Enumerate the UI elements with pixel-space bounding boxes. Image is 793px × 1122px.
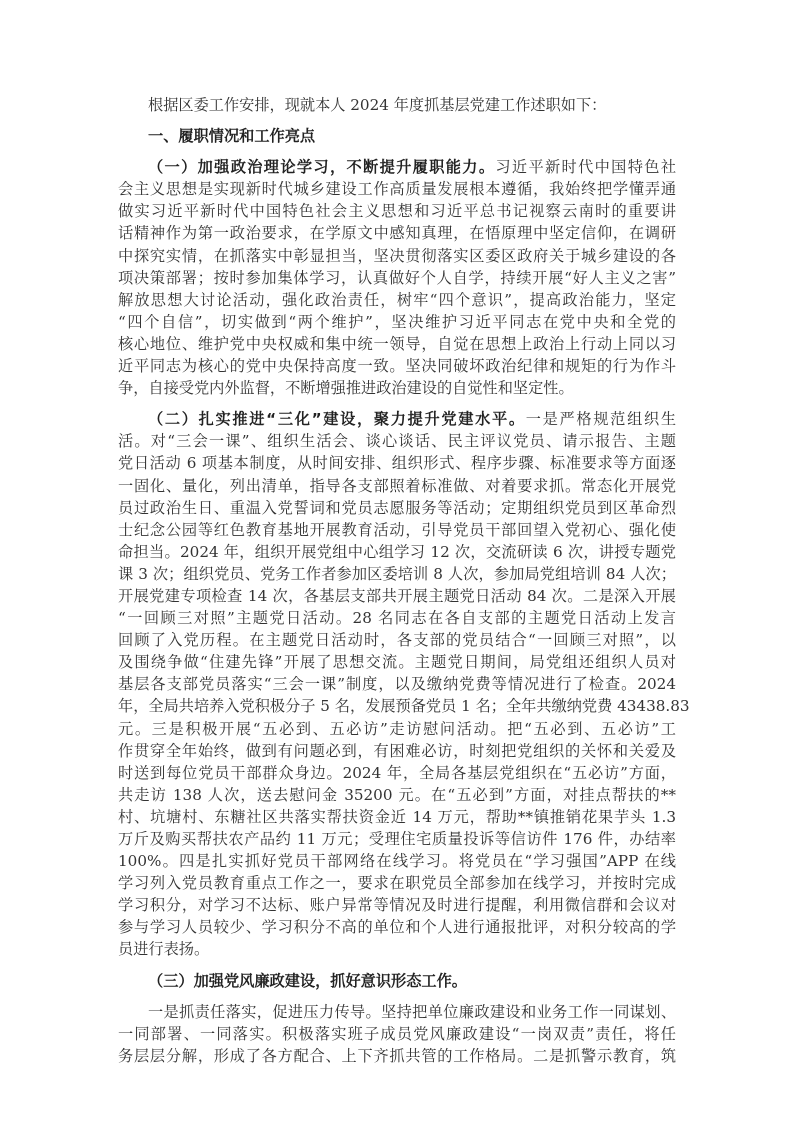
subsection-heading-clean-governance: （三）加强党风廉政建设，抓好意识形态工作。	[148, 971, 467, 990]
intro-paragraph: 根据区委工作安排，现就本人 2024 年度抓基层党建工作述职如下：	[148, 96, 607, 114]
section-heading: 一、履职情况和工作亮点	[148, 127, 316, 146]
document-body	[118, 94, 690, 1067]
paragraph-lead: （一）加强政治理论学习，不断提升履职能力。	[148, 158, 496, 177]
paragraph-lead: （二）扎实推进“三化”建设，聚力提升党建水平。	[148, 410, 526, 429]
paragraph-responsibility: 一是抓责任落实，促进压力传导。坚持把单位廉政建设和业务工作一同谋划、 一同部署、一同落实。积极落实班子成员党风廉政建设“一岗双责”责任，将任 务层层分解，形成了各方配合、上下齐抓共管的工作格局。二是抓警示教育，筑	[118, 1002, 676, 1065]
paragraph-political-study: （一）加强政治理论学习，不断提升履职能力。习近平新时代中国特色社 会主义思想是实现新时代城乡建设工作高质量发展根本遵循，我始终把学懂弄通 做实习近平新时代中国特色社会主义思想和习近平总书记视察云南时的重要讲 话精神作为第一政治要求，在学原文中感知真理，在悟原理中坚定信仰，在调研 中探究实情，在抓落实中彰显担当，坚决贯彻落实区委区政府关于城乡建设的各 项决策部署；按时参加集体学习，认真做好个人自学，持续开展“好人主义之害” 解放思想大讨论活动，强化政治责任，树牢“四个意识”，提高政治能力，坚定 “四个自信”，切实做到“两个维护”，坚决维护习近平同志在党中央和全党的 核心地位、维护党中央权威和集中统一领导，自觉在思想上政治上行动上同以习 近平同志为核心的党中央保持高度一致。坚决同破坏政治纪律和规矩的行为作斗 争，自接受党内外监督，不断增强推进政治建设的自觉性和坚定性。	[118, 158, 677, 398]
paragraph-party-building: （二）扎实推进“三化”建设，聚力提升党建水平。一是严格规范组织生 活。对“三会一课”、组织生活会、谈心谈话、民主评议党员、请示报告、主题 党日活动 6 项基本制度，从时间安排、组织形式、程序步骤、标准要求等方面逐 一固化、量化，列出清单，指导各支部照着标准做、对着要求抓。常态化开展党 员过政治生日、重温入党誓词和党员志愿服务等活动；定期组织党员到区革命烈 士纪念公园等红色教育基地开展教育活动，引导党员干部回望入党初心、强化使 命担当。2024 年，组织开展党组中心组学习 12 次，交流研读 6 次，讲授专题党 课 3 次；组织党员、党务工作者参加区委培训 8 人次，参加局党组培训 84 人次； 开展党建专项检查 14 次，各基层支部共开展主题党日活动 84 次。二是深入开展 “一回顾三对照”主题党日活动。28 名同志在各自支部的主题党日活动上发言 回顾了入党历程。在主题党日活动时，各支部的党员结合“一回顾三对照”，以 及围绕争做“住建先锋”开展了思想交流。主题党日期间，局党组还组织人员对 基层各支部党员落实“三会一课”制度，以及缴纳党费等情况进行了检查。2024 年，全局共培养入党积极分子 5 名，发展预备党员 1 名；全年共缴纳党费 43438.83 元。三是积极开展“五必到、五必访”走访慰问活动。把“五必到、五必访”工 作贯穿全年始终，做到有问题必到，有困难必访，时刻把党组织的关怀和关爱及 时送到每位党员干部群众身边。2024 年，全局各基层党组织在“五必访”方面， 共走访 138 人次，送去慰问金 35200 元。在“五必到”方面，对挂点帮扶的** 村、坑塘村、东糖社区共落实帮扶资金近 14 万元，帮助**镇推销花果芋头 1.3 万斤及购买帮扶农产品约 11 万元；受理住宅质量投诉等信访件 176 件，办结率 100%。四是扎实抓好党员干部网络在线学习。将党员在“学习强国”APP 在线 学习列入党员教育重点工作之一，要求在职党员全部参加在线学习，并按时完成 学习积分，对学习不达标、账户异常等情况及时进行提醒，利用微信群和会议对 参与学习人员较少、学习积分不高的单位和个人进行通报批评，对积分较高的学 员进行表扬。	[118, 410, 690, 959]
